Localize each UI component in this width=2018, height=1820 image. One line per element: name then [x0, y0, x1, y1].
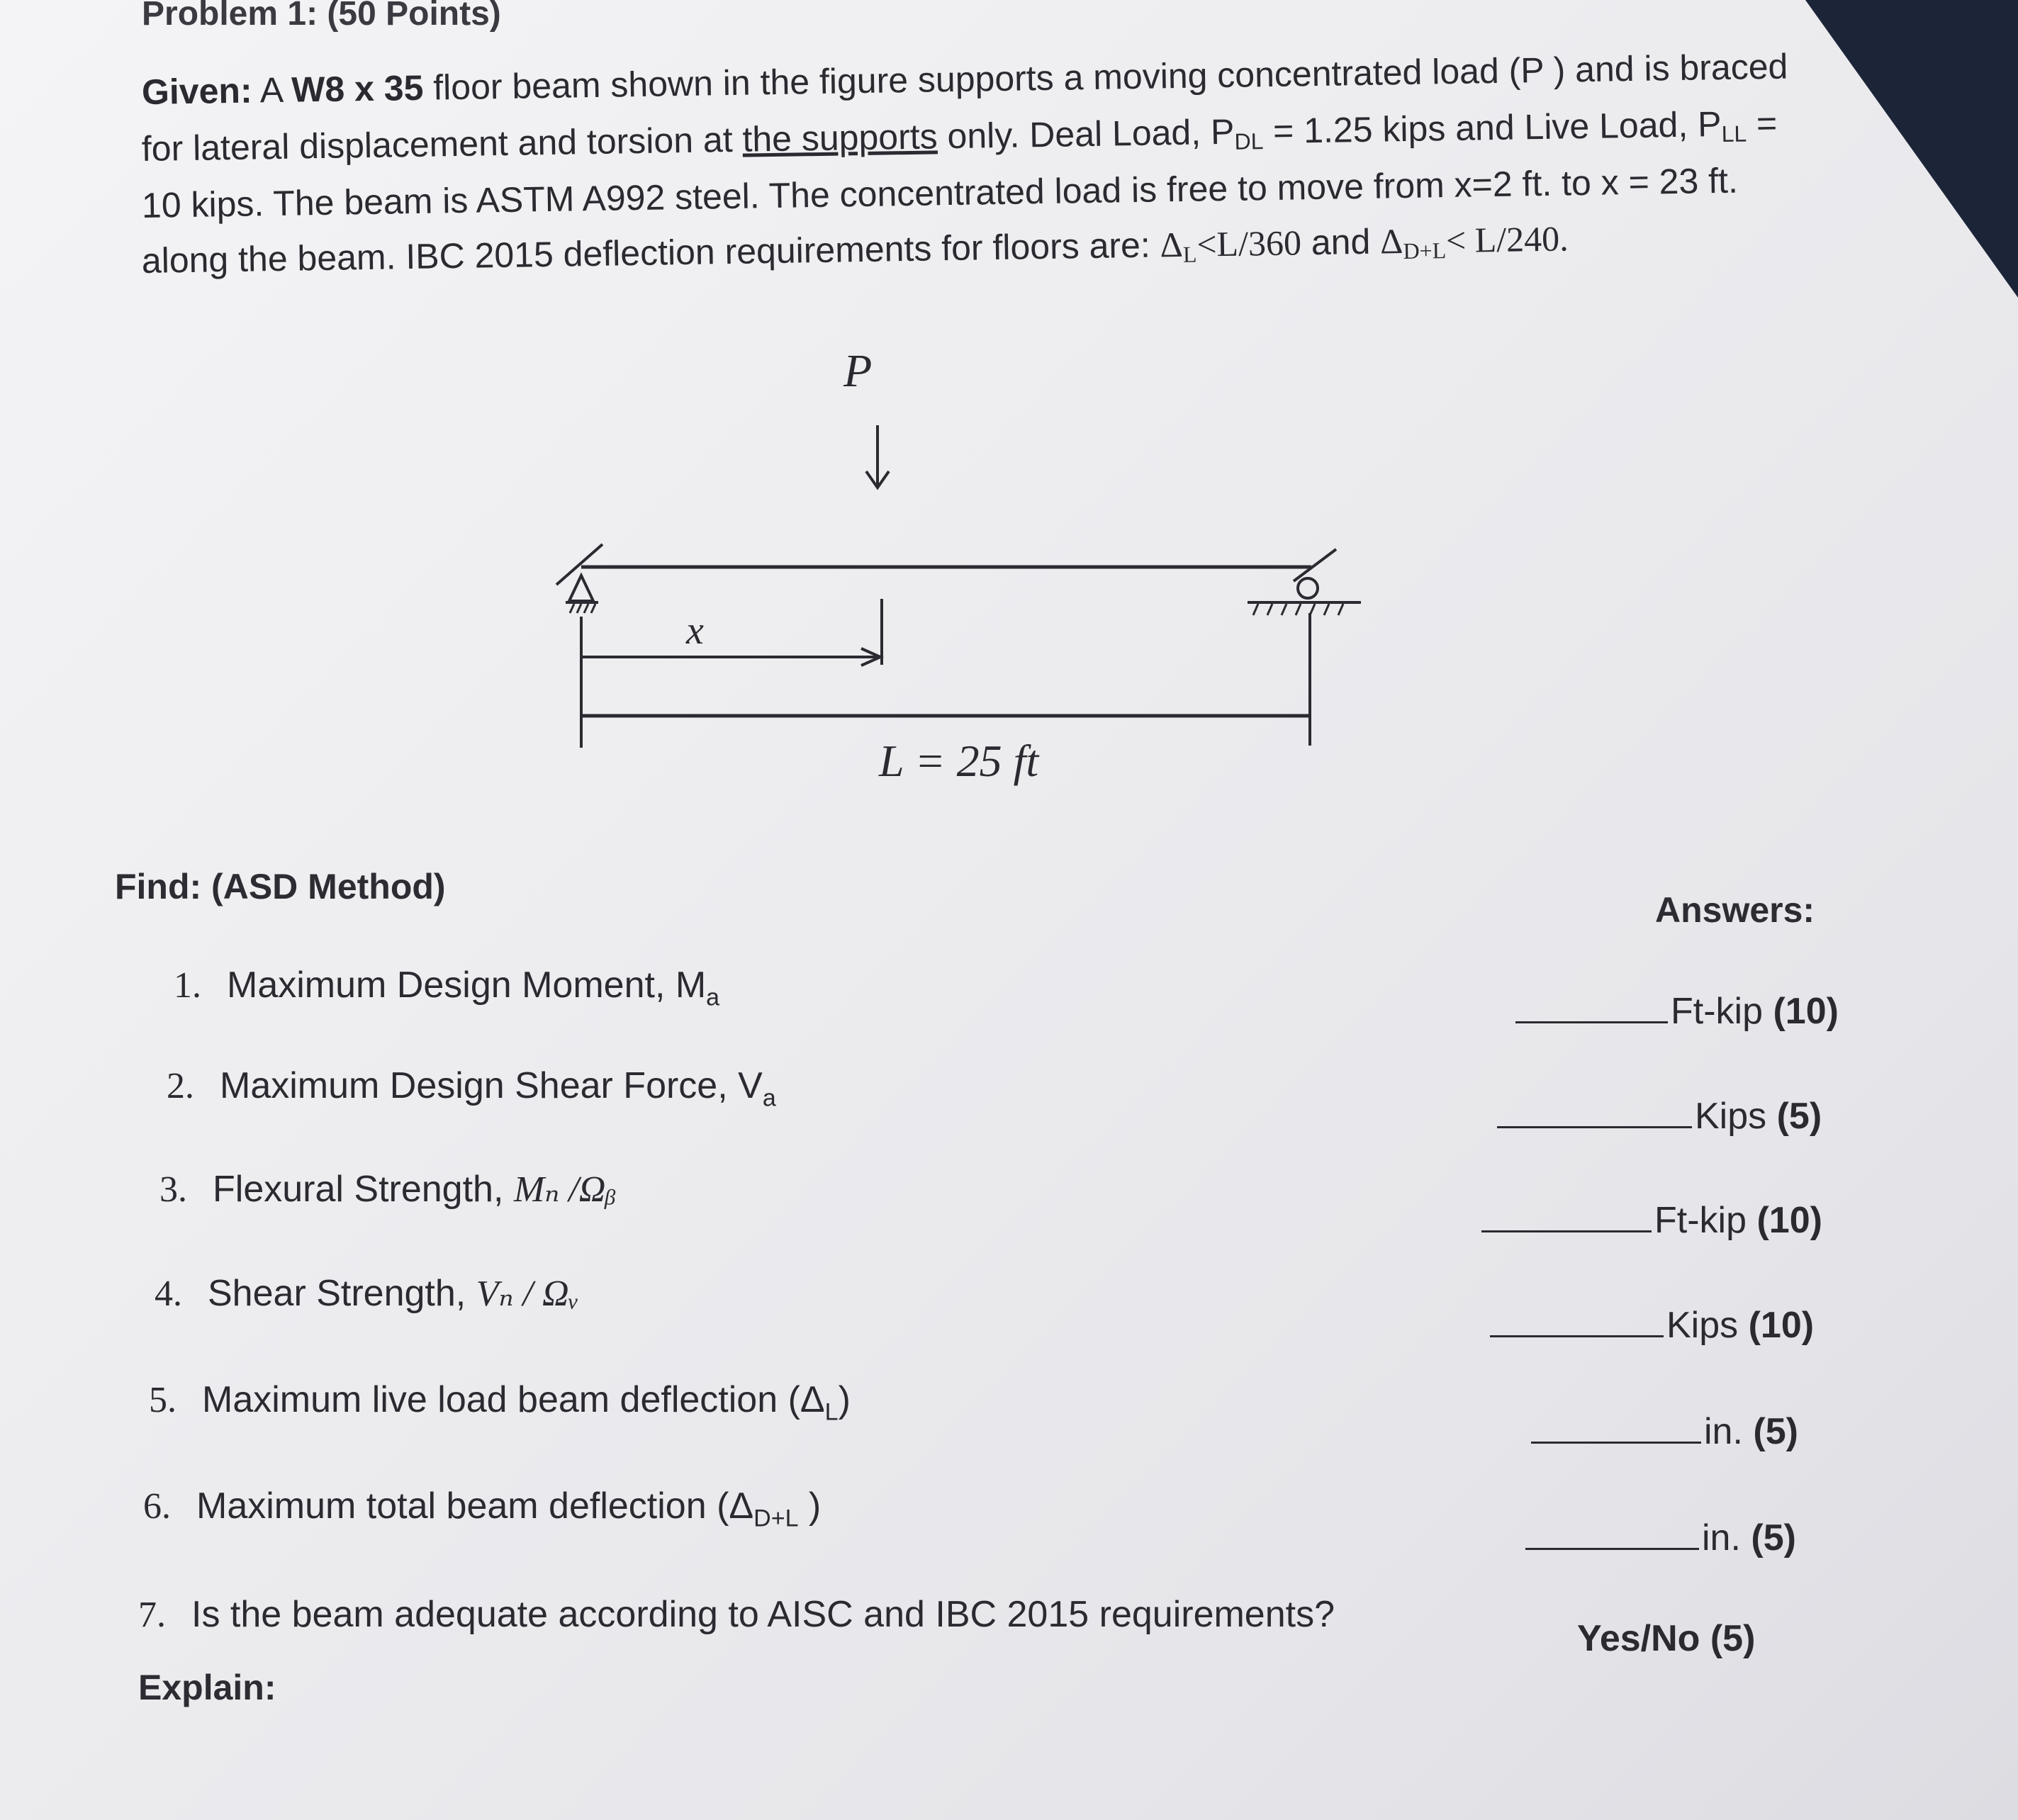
given-text: for lateral displacement and torsion at — [141, 119, 743, 169]
question-subscript: D+L — [753, 1505, 799, 1532]
problem-title: Problem 1: (50 Points) — [142, 0, 501, 33]
find-title: Find: (ASD Method) — [115, 867, 446, 906]
question-text: Maximum Design Moment, M — [227, 965, 707, 1006]
explain-label: Explain: — [138, 1668, 276, 1707]
answer-unit: Ft-kip — [1671, 991, 1773, 1032]
question-2 — [167, 1065, 776, 1112]
given-text: along the beam. IBC 2015 deflection requirements for floors are: — [141, 225, 1161, 281]
given-text: = 1.25 kips and Live Load, P — [1262, 103, 1722, 152]
question-3 — [159, 1168, 616, 1210]
answer-unit: Ft-kip — [1654, 1200, 1757, 1241]
answer-unit: in. — [1704, 1411, 1754, 1452]
question-number: 7. — [138, 1595, 166, 1635]
given-text: floor beam shown in the figure supports a moving concentrated load (P ) and is braced — [422, 46, 1788, 108]
answer-4 — [1490, 1304, 1814, 1347]
question-number: 3. — [159, 1169, 187, 1210]
answer-6 — [1525, 1517, 1796, 1559]
answer-blank[interactable] — [1481, 1202, 1652, 1232]
given-label: Given: — [141, 70, 253, 112]
question-text: Maximum live load beam deflection (Δ — [202, 1379, 825, 1420]
supports-underlined: the supports — [742, 116, 938, 159]
question-1 — [174, 964, 719, 1011]
delta-symbol: Δ — [1160, 224, 1184, 265]
question-text: Shear Strength, — [208, 1273, 476, 1314]
question-text: Is the beam adequate according to AISC and IBC 2015 requirements? — [191, 1594, 1335, 1635]
question-text: Maximum total beam deflection (Δ — [196, 1485, 754, 1527]
answer-points: (5) — [1776, 1096, 1822, 1137]
answer-blank[interactable] — [1497, 1098, 1692, 1128]
beam-section: W8 x 35 — [291, 67, 424, 110]
live-limit: <L/360 — [1196, 223, 1302, 264]
x-label: x — [686, 609, 704, 653]
given-text: and — [1301, 221, 1381, 263]
answer-blank[interactable] — [1515, 993, 1668, 1023]
answer-unit: in. — [1702, 1517, 1751, 1558]
answer-7-yes-no[interactable]: Yes/No (5) — [1577, 1618, 1756, 1659]
question-math: Mₙ /Ωᵦ — [513, 1169, 617, 1210]
answer-2 — [1497, 1095, 1822, 1138]
given-text: only. Deal Load, P — [937, 111, 1235, 157]
given-line-3: 10 kips. The beam is ASTM A992 steel. The concentrated load is free to move from x=2 ft. to x = 23 ft. — [141, 160, 1739, 225]
left-pin-support — [556, 544, 602, 613]
dl-subscript: DL — [1234, 128, 1264, 155]
given-text: = — [1746, 103, 1778, 144]
load-label: P — [843, 345, 873, 397]
answer-1 — [1515, 990, 1839, 1033]
question-text: Maximum Design Shear Force, V — [220, 1065, 763, 1106]
question-number: 5. — [149, 1380, 176, 1420]
question-subscript: L — [824, 1398, 839, 1426]
question-text: ) — [838, 1379, 851, 1420]
answers-title: Answers: — [1655, 890, 1815, 930]
question-5 — [149, 1378, 851, 1426]
question-number: 2. — [167, 1066, 194, 1106]
dl-subscript: D+L — [1403, 237, 1447, 264]
answer-points: (10) — [1756, 1200, 1822, 1241]
question-6 — [143, 1485, 821, 1532]
answer-unit: Kips — [1666, 1305, 1749, 1346]
answer-5 — [1531, 1410, 1798, 1453]
question-4 — [155, 1272, 579, 1315]
answer-blank[interactable] — [1490, 1307, 1664, 1337]
answer-points: (10) — [1748, 1305, 1815, 1346]
question-math: Vₙ / Ωᵥ — [476, 1274, 580, 1314]
right-roller-support — [1248, 549, 1361, 615]
total-limit: < L/240. — [1445, 218, 1569, 261]
question-7 — [138, 1593, 1335, 1636]
answer-blank[interactable] — [1525, 1520, 1699, 1550]
delta-symbol: Δ — [1379, 221, 1403, 262]
answer-points: (5) — [1751, 1517, 1796, 1558]
question-number: 6. — [143, 1486, 171, 1527]
question-number: 1. — [174, 965, 201, 1006]
question-text: Flexural Strength, — [213, 1169, 514, 1210]
question-text: ) — [798, 1485, 822, 1527]
answer-unit: Kips — [1695, 1096, 1777, 1137]
answer-3 — [1481, 1199, 1822, 1242]
question-number: 4. — [155, 1274, 182, 1314]
given-text: A — [252, 69, 292, 111]
ll-subscript: LL — [1721, 120, 1747, 147]
answer-points: (10) — [1773, 991, 1839, 1032]
answer-blank[interactable] — [1531, 1413, 1701, 1444]
l-subscript: L — [1182, 241, 1197, 267]
answer-points: (5) — [1753, 1411, 1798, 1452]
question-subscript: a — [762, 1084, 776, 1112]
question-subscript: a — [706, 984, 720, 1011]
span-label: L = 25 ft — [879, 736, 1039, 786]
beam-diagram — [539, 333, 1403, 794]
